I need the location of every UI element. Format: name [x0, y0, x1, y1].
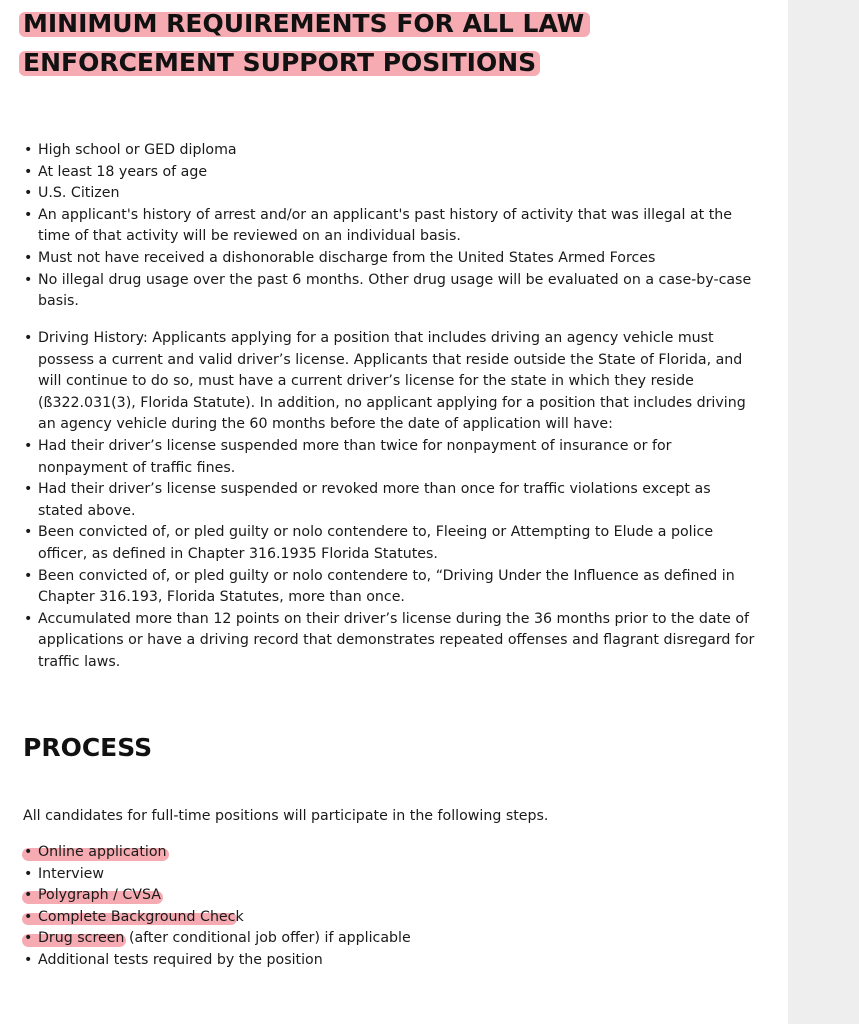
- bullet-icon: •: [24, 908, 33, 925]
- list-item-text: traffic laws.: [38, 653, 121, 670]
- list-item-text: Been convicted of, or pled guilty or nolo contendere to, “Driving Under the Influence as defined in: [38, 567, 735, 584]
- process-step: [23, 885, 765, 907]
- bullet-icon: •: [24, 249, 33, 266]
- highlighted-step-text: [38, 885, 161, 907]
- list-item: [23, 270, 765, 313]
- list-item-text: High school or GED diploma: [38, 142, 237, 158]
- list-item: [23, 248, 765, 270]
- bullet-icon: •: [24, 865, 33, 882]
- list-item: [23, 609, 765, 674]
- bullet-icon: •: [24, 610, 33, 627]
- bullet-icon: •: [24, 271, 33, 288]
- highlighted-step-text: [38, 907, 235, 929]
- list-item-text: nonpayment of traffic fines.: [38, 459, 236, 476]
- heading-line-1: MINIMUM REQUIREMENTS FOR ALL LAW: [23, 4, 584, 43]
- bullet-icon: •: [24, 206, 33, 223]
- list-item: [23, 140, 765, 162]
- step-label-rest: k: [235, 908, 244, 925]
- right-gutter: [788, 0, 859, 1024]
- list-item: [23, 436, 765, 479]
- bullet-icon: •: [24, 930, 33, 947]
- process-steps-list: [23, 842, 765, 972]
- step-label: Online application: [38, 844, 167, 860]
- list-item-text: U.S. Citizen: [38, 185, 120, 202]
- bullet-icon: •: [24, 844, 33, 860]
- process-step: [23, 907, 765, 929]
- list-item-text: At least 18 years of age: [38, 163, 208, 180]
- requirements-heading: [23, 2, 584, 80]
- list-item-text: Had their driver’s license suspended more than twice for nonpayment of insurance or for: [38, 437, 672, 454]
- process-step: [23, 842, 765, 864]
- list-item-text: An applicant's history of arrest and/or an applicant's past history of activity that was illegal at the: [38, 206, 732, 223]
- list-item-text: an agency vehicle during the 60 months before the date of application will have:: [38, 416, 613, 433]
- bullet-icon: •: [24, 437, 33, 454]
- list-item-text: Must not have received a dishonorable discharge from the United States Armed Forces: [38, 249, 656, 266]
- highlighted-step-text: [38, 842, 167, 864]
- driving-requirements-list: [23, 328, 765, 674]
- list-item-text: (ß322.031(3), Florida Statute). In addition, no applicant applying for a position that includes driving: [38, 394, 746, 411]
- list-item-text: time of that activity will be reviewed on an individual basis.: [38, 228, 461, 245]
- list-item: [23, 522, 765, 565]
- list-item-text: No illegal drug usage over the past 6 months. Other drug usage will be evaluated on a case-by-case: [38, 271, 752, 288]
- bullet-icon: •: [24, 185, 33, 202]
- list-item: [23, 183, 765, 205]
- list-item: [23, 162, 765, 184]
- list-item-text: possess a current and valid driver’s license. Applicants that reside outside the State of Florida, and: [38, 351, 743, 368]
- step-label-rest: Additional tests required by the position: [38, 951, 323, 968]
- step-label-rest: (after conditional job offer) if applicable: [124, 930, 411, 947]
- process-heading: PROCESS: [23, 733, 153, 762]
- list-item-text: will continue to do so, must have a current driver’s license for the state in which they reside: [38, 373, 694, 390]
- list-item-text: applications or have a driving record that demonstrates repeated offenses and flagrant disregard for: [38, 632, 755, 649]
- step-label: Drug screen: [38, 930, 125, 947]
- list-item-text: Had their driver’s license suspended or revoked more than once for traffic violations except as: [38, 481, 711, 498]
- list-item-text: Accumulated more than 12 points on their driver’s license during the 36 months prior to the date of: [38, 610, 750, 627]
- step-label-rest: Interview: [38, 865, 104, 882]
- list-item: [23, 479, 765, 522]
- bullet-icon: •: [24, 163, 33, 180]
- heading-line-2: ENFORCEMENT SUPPORT POSITIONS: [23, 43, 536, 82]
- list-item: [23, 328, 765, 436]
- list-item-text: Chapter 316.193, Florida Statutes, more than once.: [38, 589, 405, 606]
- bullet-icon: •: [24, 567, 33, 584]
- basic-requirements-list: [23, 140, 765, 313]
- bullet-icon: •: [24, 330, 33, 346]
- process-intro: All candidates for full-time positions will participate in the following steps.: [23, 808, 549, 824]
- list-item: [23, 566, 765, 609]
- bullet-icon: •: [24, 481, 33, 498]
- bullet-icon: •: [24, 524, 33, 541]
- step-label: Complete Background Chec: [38, 908, 236, 925]
- list-item-text: Been convicted of, or pled guilty or nolo contendere to, Fleeing or Attempting to Elude a police: [38, 524, 714, 541]
- bullet-icon: •: [24, 142, 33, 158]
- list-item-text: officer, as defined in Chapter 316.1935 Florida Statutes.: [38, 545, 438, 562]
- list-item-text: basis.: [38, 293, 79, 310]
- highlighted-step-text: [38, 928, 124, 950]
- process-step: [23, 950, 765, 972]
- bullet-icon: •: [24, 887, 33, 904]
- list-item: [23, 205, 765, 248]
- process-step: [23, 928, 765, 950]
- process-step: [23, 864, 765, 886]
- bullet-icon: •: [24, 951, 33, 968]
- step-label: Polygraph / CVSA: [38, 887, 161, 904]
- list-item-text: stated above.: [38, 502, 136, 519]
- list-item-text: Driving History: Applicants applying for a position that includes driving an agency vehicle must: [38, 330, 714, 346]
